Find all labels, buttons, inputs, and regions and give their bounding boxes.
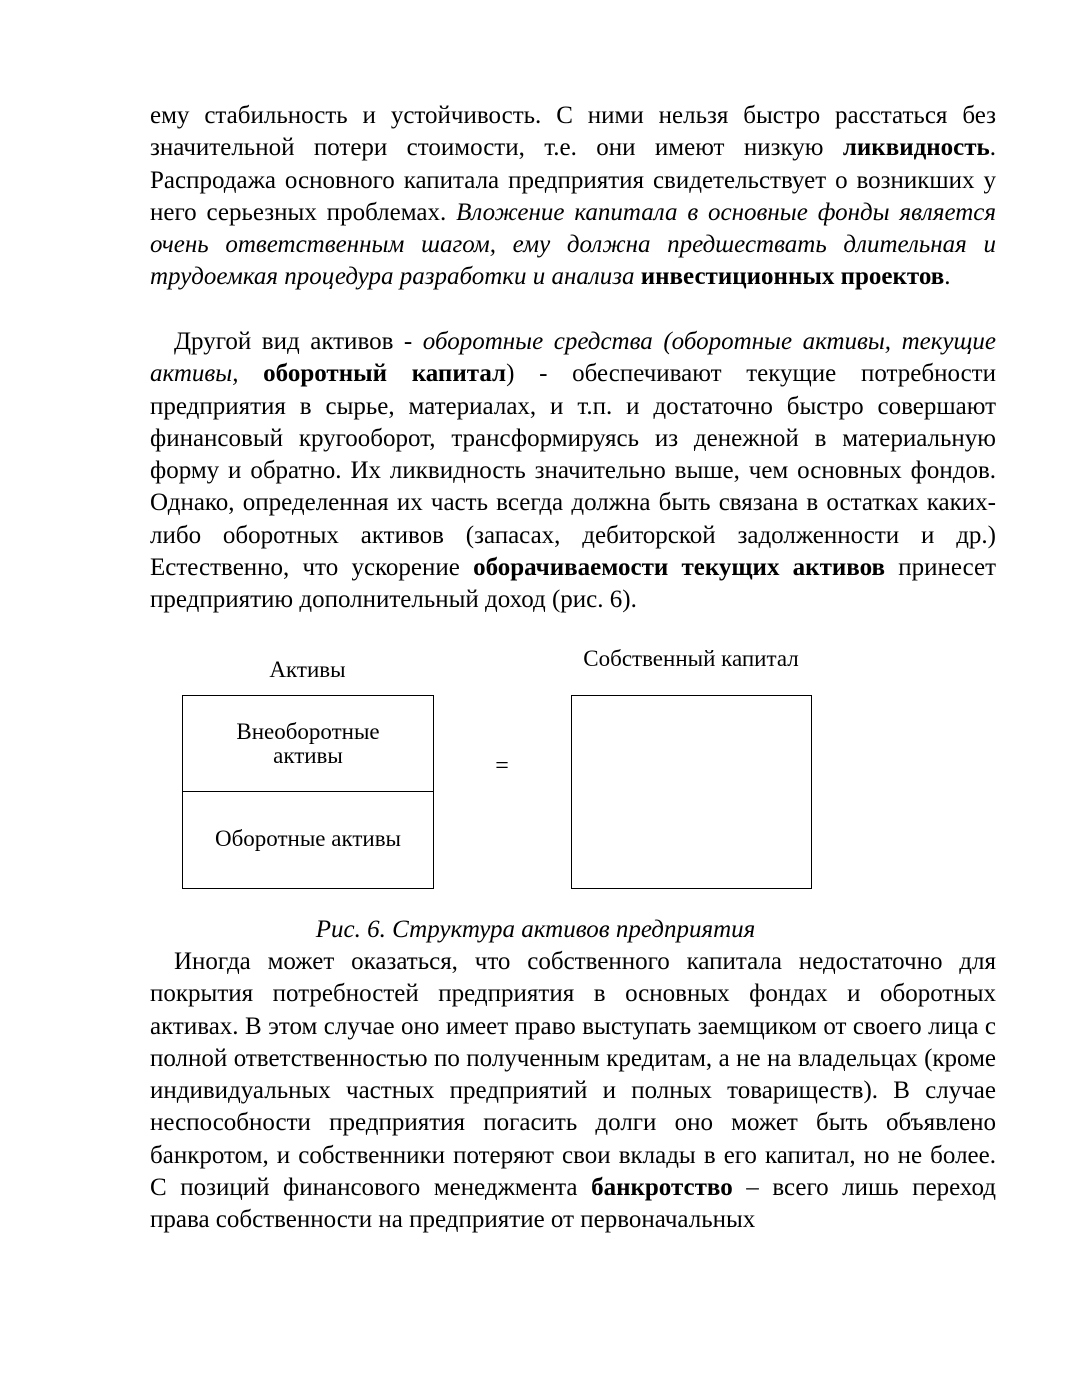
italic-run: Вложение капитала в основные фонды является очень ответственным шагом, ему должна предшествать длительная и трудоемкая процедура разработки и анализа [150, 198, 996, 291]
label-assets: Активы [269, 657, 346, 682]
figure-caption: Рис. 6. Структура активов предприятия [315, 916, 756, 943]
cell-current-assets-label: Оборотные активы [214, 826, 402, 851]
text-run: – всего лишь переход права собственности на предприятие от первоначальных [150, 1174, 996, 1234]
paragraph-fixed-assets [150, 100, 996, 294]
text-run: Иногда может оказаться, что собственного капитала недостаточно для покрытия потребностей предприятия в основных фондах и оборотных активах. В этом случае оно имеет право выступать заемщиком от своего лица с полной ответственностью по полученным кредитам, а не на владельцах (кроме индивидуальных частных предприятий и полных товариществ). В случае неспособности предприятия погасить долги оно может быть объявлено банкротом, и собственники потеряют свои вклады в его капитал, но не более. С позиций финансового менеджмента [150, 948, 996, 1202]
cell-noncurrent-assets-label: Внеоборотные активы [236, 718, 380, 768]
term-working-capital: оборотный капитал [263, 360, 507, 388]
term-liquidity: ликвидность [842, 134, 990, 162]
text-run: ему стабильность и устойчивость. С ними нельзя быстро расстаться без значительной потери стоимости, т.е. они имеют низкую [150, 102, 996, 162]
label-equity: Собственный капитал [583, 646, 799, 671]
equity-box [571, 695, 812, 889]
term-asset-turnover: оборачиваемости текущих активов [473, 554, 885, 582]
text-run: ) - обеспечивают текущие потребности предприятия в сырье, материалах, и т.п. и достаточно быстро совершают финансовый кругооборот, трансформируясь из денежной в материальную форму и обратно. Их ликвидность значительно выше, чем основных фондов. Однако, определенная их часть всегда должна быть связана в остатках каких-либо оборотных активов (запасах, дебиторской задолженности и др.) Естественно, что ускорение [150, 360, 996, 582]
cell-current-assets [183, 792, 433, 886]
text-run: принесет предприятию дополнительный доход (рис. 6). [150, 554, 997, 614]
text-run: Другой вид активов - [174, 328, 423, 355]
term-investment-projects: инвестиционных проектов [640, 263, 945, 291]
assets-box [182, 695, 434, 889]
paragraph-bankruptcy [150, 946, 996, 1237]
text-run: . Распродажа основного капитала предприятия свидетельствует о возникших у него серьезных проблемах. [150, 134, 996, 226]
cell-noncurrent-assets [183, 696, 433, 792]
term-bankruptcy: банкротство [591, 1174, 733, 1202]
italic-run: оборотные средства (оборотные активы, текущие активы, [150, 328, 996, 388]
equals-sign: = [495, 753, 509, 779]
text-run: . [944, 263, 951, 291]
paragraph-current-assets [150, 326, 996, 617]
